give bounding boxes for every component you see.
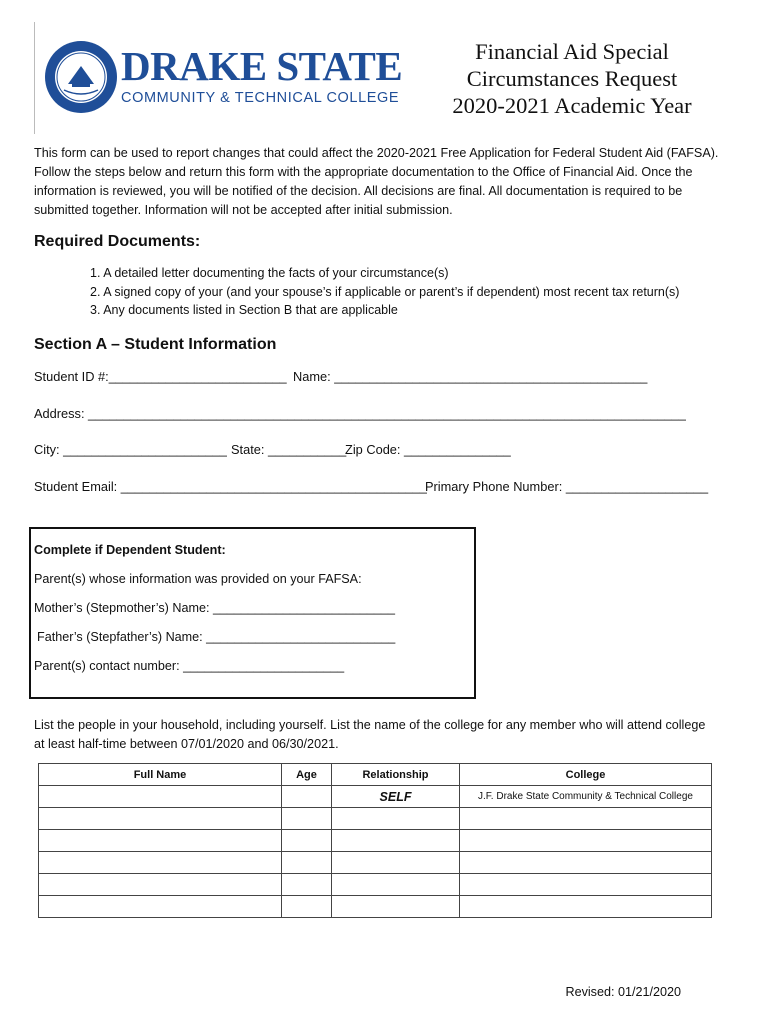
table-cell-full-name[interactable] bbox=[39, 874, 282, 896]
required-documents-heading: Required Documents: bbox=[34, 233, 201, 250]
table-header-row bbox=[39, 764, 712, 786]
household-note-line: List the people in your household, including yourself. List the name of the college for any member who will attend college bbox=[34, 718, 706, 732]
table-cell-full-name[interactable] bbox=[39, 808, 282, 830]
table-cell-college[interactable] bbox=[460, 830, 712, 852]
zip-code-field[interactable]: Zip Code: _______________ bbox=[345, 442, 511, 457]
table-row bbox=[39, 808, 712, 830]
table-cell-college[interactable] bbox=[460, 874, 712, 896]
intro-line: Follow the steps below and return this form with the appropriate documentation to the Office of Financial Aid. Once the bbox=[34, 165, 693, 179]
table-cell-college[interactable] bbox=[460, 808, 712, 830]
table-cell-relationship[interactable] bbox=[332, 896, 460, 918]
college-seal-logo bbox=[44, 40, 118, 114]
address-field[interactable]: Address: ____________________________________________________________________________________ bbox=[34, 406, 686, 421]
list-item: 1. A detailed letter documenting the facts of your circumstance(s) bbox=[90, 266, 449, 280]
city-field[interactable]: City: _______________________ bbox=[34, 442, 227, 457]
household-table bbox=[38, 763, 712, 918]
intro-line: This form can be used to report changes that could affect the 2020-2021 Free Application for Federal Student Aid (FAFSA). bbox=[34, 146, 719, 160]
column-header-relationship: Relationship bbox=[332, 764, 460, 786]
father-name-field[interactable]: Father’s (Stepfather’s) Name: ___________________________ bbox=[37, 630, 396, 644]
household-instructions bbox=[34, 716, 739, 754]
intro-line: submitted together. Information will not be accepted after initial submission. bbox=[34, 203, 453, 217]
list-item: 3. Any documents listed in Section B that are applicable bbox=[90, 303, 398, 317]
header-divider bbox=[34, 22, 35, 134]
table-cell-full-name[interactable] bbox=[39, 830, 282, 852]
form-title-line: 2020-2021 Academic Year bbox=[452, 93, 692, 118]
brand-name: DRAKE STATE bbox=[121, 43, 403, 89]
table-row bbox=[39, 874, 712, 896]
table-row bbox=[39, 852, 712, 874]
required-documents-list bbox=[90, 264, 679, 320]
table-cell-relationship: SELF bbox=[332, 786, 460, 808]
parents-fafsa-label: Parent(s) whose information was provided on your FAFSA: bbox=[34, 572, 362, 586]
table-cell-age[interactable] bbox=[282, 874, 332, 896]
mother-name-field[interactable]: Mother’s (Stepmother’s) Name: __________________________ bbox=[34, 601, 396, 615]
column-header-full-name: Full Name bbox=[39, 764, 282, 786]
revised-date: Revised: 01/21/2020 bbox=[565, 985, 681, 999]
table-cell-full-name[interactable] bbox=[39, 786, 282, 808]
table-cell-college[interactable] bbox=[460, 896, 712, 918]
name-field[interactable]: Name: ____________________________________________ bbox=[293, 369, 648, 384]
table-row bbox=[39, 830, 712, 852]
list-item: 2. A signed copy of your (and your spouse’s if applicable or parent’s if dependent) most recent tax return(s) bbox=[90, 284, 680, 299]
table-cell-age[interactable] bbox=[282, 786, 332, 808]
student-id-field[interactable]: Student ID #:_________________________ bbox=[34, 369, 287, 384]
table-cell-relationship[interactable] bbox=[332, 808, 460, 830]
intro-paragraph bbox=[34, 144, 739, 220]
dependent-box-heading: Complete if Dependent Student: bbox=[34, 543, 226, 557]
form-title-line: Circumstances Request bbox=[466, 66, 678, 91]
table-row bbox=[39, 896, 712, 918]
table-cell-full-name[interactable] bbox=[39, 852, 282, 874]
table-cell-age[interactable] bbox=[282, 830, 332, 852]
table-cell-age[interactable] bbox=[282, 896, 332, 918]
intro-line: information is reviewed, you will be notified of the decision. All decisions are final. All documentation is required to be bbox=[34, 184, 683, 198]
table-cell-age[interactable] bbox=[282, 852, 332, 874]
primary-phone-field[interactable]: Primary Phone Number: ____________________ bbox=[425, 479, 709, 494]
section-a-heading: Section A – Student Information bbox=[34, 336, 277, 353]
column-header-age: Age bbox=[282, 764, 332, 786]
table-cell-college[interactable] bbox=[460, 852, 712, 874]
table-cell-full-name[interactable] bbox=[39, 896, 282, 918]
table-cell-age[interactable] bbox=[282, 808, 332, 830]
household-note-line: at least half-time between 07/01/2020 and 06/30/2021. bbox=[34, 737, 339, 751]
table-cell-college: J.F. Drake State Community & Technical College bbox=[460, 786, 712, 808]
state-field[interactable]: State: ___________ bbox=[231, 442, 347, 457]
brand-subtitle: COMMUNITY & TECHNICAL COLLEGE bbox=[121, 90, 400, 106]
form-title-line: Financial Aid Special bbox=[475, 39, 669, 64]
parent-contact-field[interactable]: Parent(s) contact number: _______________________ bbox=[34, 659, 345, 673]
form-title bbox=[422, 38, 722, 119]
table-row bbox=[39, 786, 712, 808]
student-email-field[interactable]: Student Email: ___________________________________________ bbox=[34, 479, 427, 494]
table-cell-relationship[interactable] bbox=[332, 852, 460, 874]
table-cell-relationship[interactable] bbox=[332, 830, 460, 852]
column-header-college: College bbox=[460, 764, 712, 786]
table-cell-relationship[interactable] bbox=[332, 874, 460, 896]
